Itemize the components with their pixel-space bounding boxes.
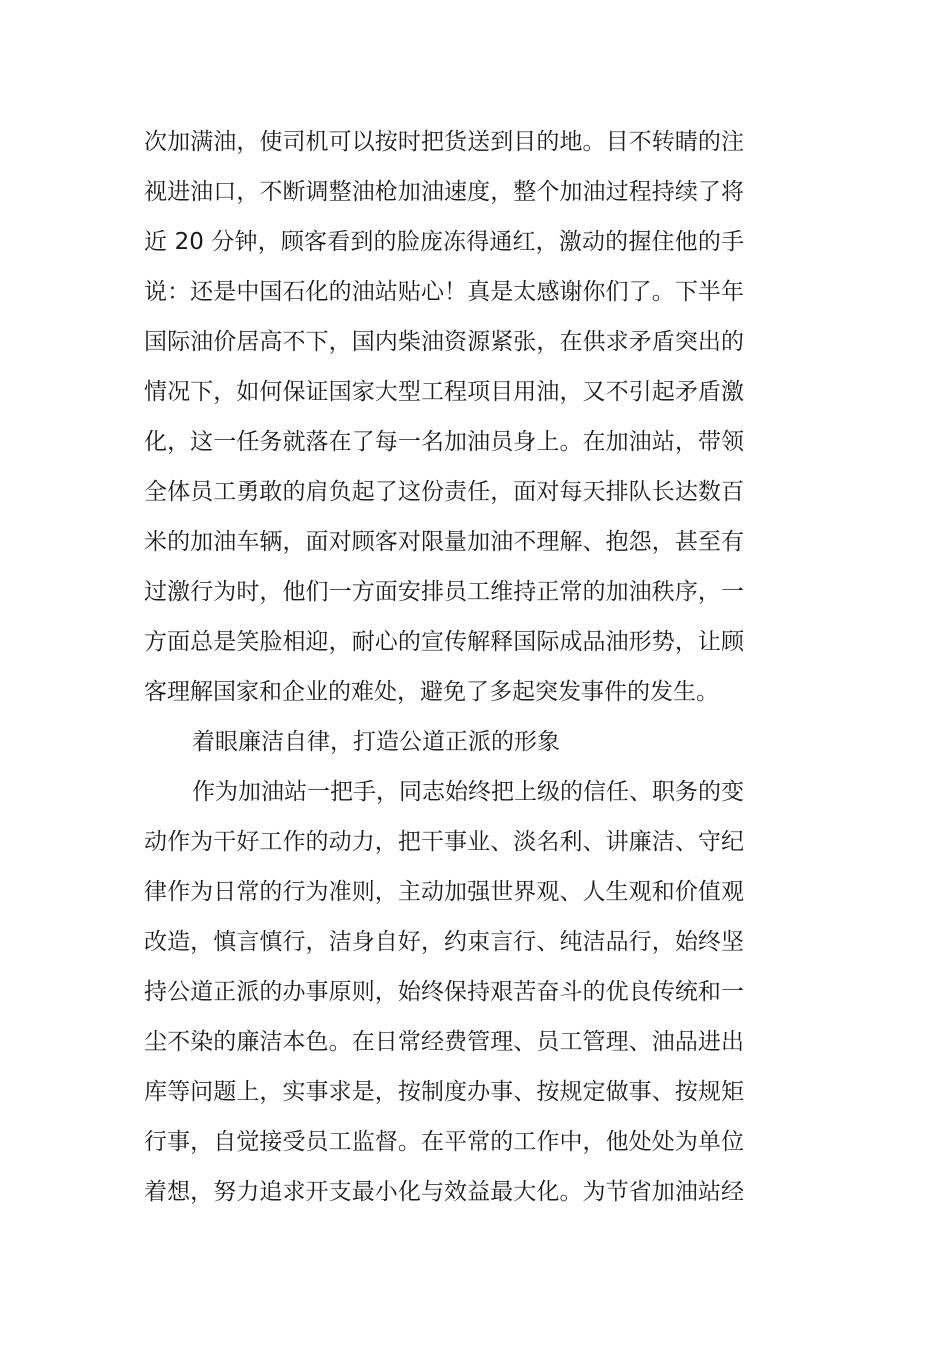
- body-text: [144, 117, 744, 1217]
- text-line: 情况下，如何保证国家大型工程项目用油，又不引起矛盾激: [144, 379, 744, 405]
- text-line: 方面总是笑脸相迎，耐心的宣传解释国际成品油形势，让顾: [144, 629, 744, 655]
- text-line: 律作为日常的行为准则，主动加强世界观、人生观和价值观: [144, 879, 744, 905]
- text-line: 着想，努力追求开支最小化与效益最大化。为节省加油站经: [144, 1179, 744, 1205]
- text-line: 作为加油站一把手，同志始终把上级的信任、职务的变: [192, 779, 744, 805]
- text-line: 说：还是中国石化的油站贴心！真是太感谢你们了。下半年: [144, 279, 744, 305]
- text-line: 动作为干好工作的动力，把干事业、淡名利、讲廉洁、守纪: [144, 829, 744, 855]
- text-line: 客理解国家和企业的难处，避免了多起突发事件的发生。: [144, 679, 719, 705]
- text-line: 尘不染的廉洁本色。在日常经费管理、员工管理、油品进出: [144, 1029, 744, 1055]
- text-line: 化，这一任务就落在了每一名加油员身上。在加油站，带领: [144, 429, 744, 455]
- text-line: 近 20 分钟，顾客看到的脸庞冻得通红，激动的握住他的手: [144, 229, 744, 255]
- text-line: 视进油口，不断调整油枪加油速度，整个加油过程持续了将: [144, 179, 744, 205]
- text-line: 国际油价居高不下，国内柴油资源紧张，在供求矛盾突出的: [144, 329, 744, 355]
- text-line: 行事，自觉接受员工监督。在平常的工作中，他处处为单位: [144, 1129, 744, 1155]
- section-heading: 着眼廉洁自律，打造公道正派的形象: [192, 729, 560, 755]
- text-line: 次加满油，使司机可以按时把货送到目的地。目不转睛的注: [144, 129, 744, 155]
- text-line: 持公道正派的办事原则，始终保持艰苦奋斗的优良传统和一: [144, 979, 744, 1005]
- text-line: 库等问题上，实事求是，按制度办事、按规定做事、按规矩: [144, 1079, 744, 1105]
- text-line: 改造，慎言慎行，洁身自好，约束言行、纯洁品行，始终坚: [144, 929, 744, 955]
- text-line: 全体员工勇敢的肩负起了这份责任，面对每天排队长达数百: [144, 479, 744, 505]
- text-line: 米的加油车辆，面对顾客对限量加油不理解、抱怨，甚至有: [144, 529, 744, 555]
- text-line: 过激行为时，他们一方面安排员工维持正常的加油秩序，一: [144, 579, 744, 605]
